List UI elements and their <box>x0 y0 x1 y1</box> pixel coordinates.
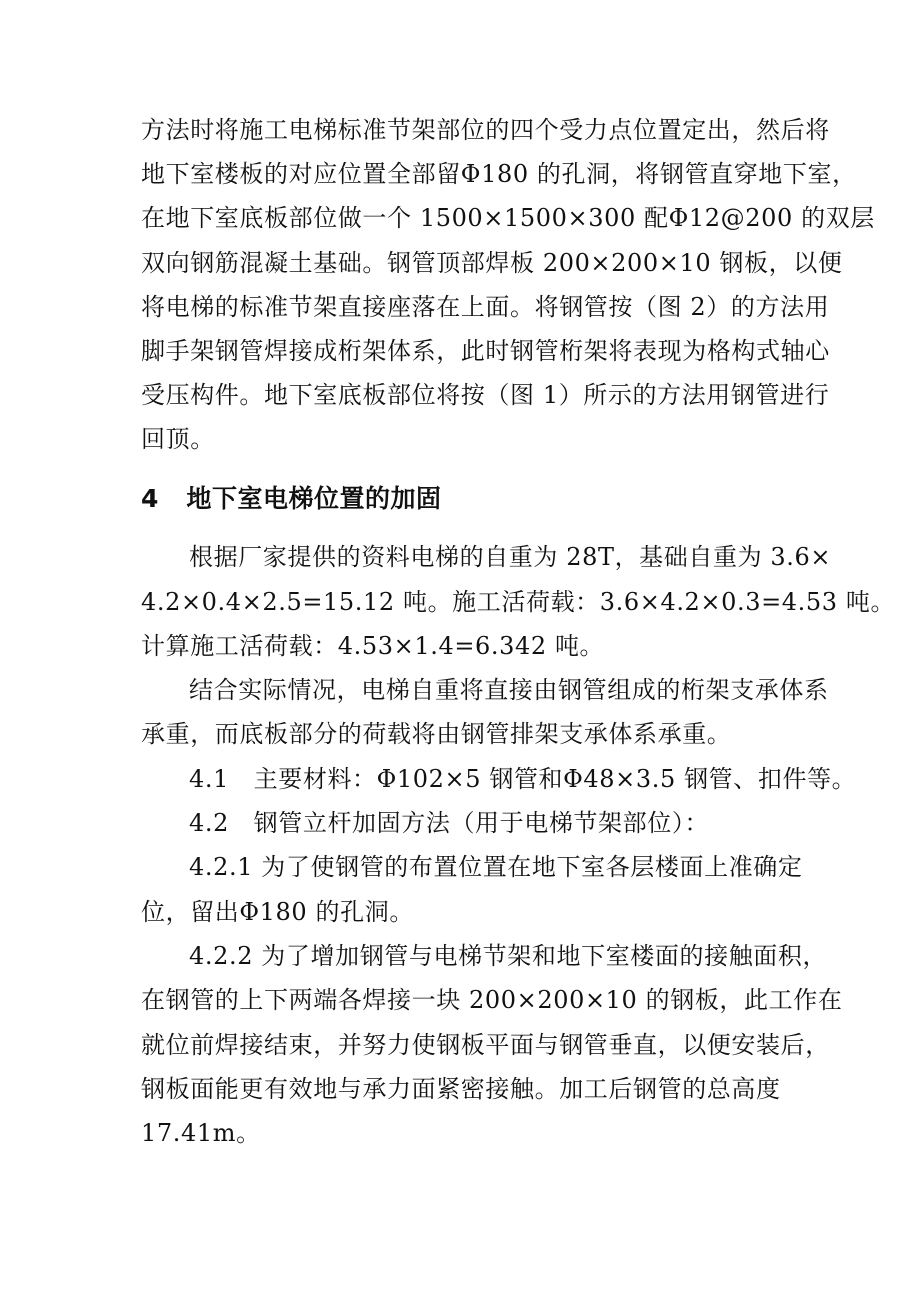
text-line: 受压构件。地下室底板部位将按（图 1）所示的方法用钢管进行 <box>141 381 830 409</box>
text-line: 根据厂家提供的资料电梯的自重为 28T，基础自重为 3.6× <box>189 543 832 571</box>
text-line: 位，留出Φ180 的孔洞。 <box>141 898 414 926</box>
text-line: 回顶。 <box>141 425 215 453</box>
text-line: 地下室楼板的对应位置全部留Φ180 的孔洞，将钢管直穿地下室， <box>141 160 857 188</box>
text-line: 在钢管的上下两端各焊接一块 200×200×10 的钢板，此工作在 <box>141 986 843 1014</box>
text-line: 4.2×0.4×2.5=15.12 吨。施工活荷载：3.6×4.2×0.3=4.53 吨。 <box>141 588 896 616</box>
text-line: 脚手架钢管焊接成桁架体系，此时钢管桁架将表现为格构式轴心 <box>141 337 830 365</box>
text-line: 17.41m。 <box>141 1119 261 1147</box>
text-line: 双向钢筋混凝土基础。钢管顶部焊板 200×200×10 钢板，以便 <box>141 249 843 277</box>
section-heading: 4 地下室电梯位置的加固 <box>141 484 442 513</box>
list-item-4-2: 4.2 钢管立杆加固方法（用于电梯节架部位）： <box>189 809 710 837</box>
text-line: 4.2.1 为了使钢管的布置位置在地下室各层楼面上准确定 <box>189 853 803 881</box>
text-line: 就位前焊接结束，并努力使钢板平面与钢管垂直，以便安装后， <box>141 1031 830 1059</box>
list-item-4-1: 4.1 主要材料：Φ102×5 钢管和Φ48×3.5 钢管、扣件等。 <box>189 765 857 793</box>
text-line: 承重，而底板部分的荷载将由钢管排架支承体系承重。 <box>141 720 732 748</box>
text-line: 钢板面能更有效地与承力面紧密接触。加工后钢管的总高度 <box>141 1075 781 1103</box>
text-line: 将电梯的标准节架直接座落在上面。将钢管按（图 2）的方法用 <box>141 293 830 321</box>
text-line: 结合实际情况，电梯自重将直接由钢管组成的桁架支承体系 <box>189 676 829 704</box>
text-line: 计算施工活荷载：4.53×1.4=6.342 吨。 <box>141 632 605 660</box>
text-line: 方法时将施工电梯标准节架部位的四个受力点位置定出，然后将 <box>141 116 830 144</box>
text-line: 4.2.2 为了增加钢管与电梯节架和地下室楼面的接触面积， <box>189 942 828 970</box>
text-line: 在地下室底板部位做一个 1500×1500×300 配Φ12@200 的双层 <box>141 204 875 232</box>
